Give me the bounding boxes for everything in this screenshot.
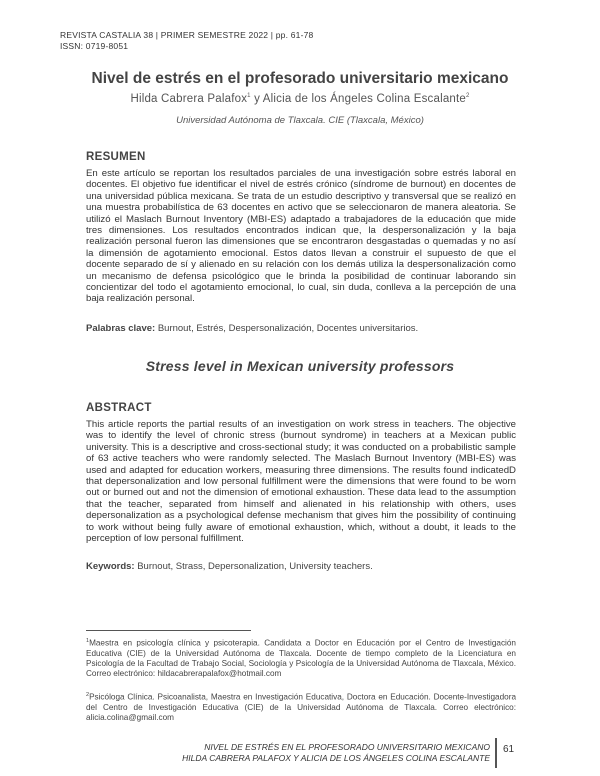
issn: ISSN: 0719-8051 <box>60 41 129 51</box>
journal-info: REVISTA CASTALIA 38 | PRIMER SEMESTRE 2022 | pp. 61-78 <box>60 30 314 40</box>
footnote-2-mark: 2 <box>86 692 90 698</box>
footnote-2-text: Psicóloga Clínica. Psicoanalista, Maestra en Investigación Educativa, Doctora en Educación. Docente-Investigadora del Centro de Investigación Educativa (CIE) de la Universidad Autónoma de Tlaxcala. Correo electrónico: alicia.colina@gmail.com <box>86 692 516 722</box>
affiliation: Universidad Autónoma de Tlaxcala. CIE (Tlaxcala, México) <box>176 115 424 126</box>
author-2-footnote-mark: 2 <box>466 93 470 100</box>
english-title: Stress level in Mexican university professors <box>145 358 455 374</box>
page-number: 61 <box>503 744 515 755</box>
abstract-text: This article reports the partial results of an investigation on work stress in teachers. The objective was to identify the level of chronic stress (burnout syndrome) in teachers at a Mexican public university. This is a descriptive and cross-sectional study; it was conducted on a probabilistic sample of 63 active teachers who were randomly selected. The Maslach Burnout Inventory (MBI-ES) was used and adapted for education workers, measuring three dimensions. The results found indicatedD that depersonalization and low personal fulfillment were the dimensions that were found to be worn out or burned out and not the dimension of emotional exhaustion. These data lead to the assumption that the teacher, separated from himself and alienated in his relationship with others, uses depersonalization as a psychological defense mechanism that gives him the possibility of continuing to work without being fully aware of emotional exhaustion, which, without a doubt, it leads to the perception of low personal fulfillment. <box>86 419 516 545</box>
journal-header <box>60 30 313 52</box>
author-1: Hilda Cabrera Palafox <box>130 93 248 105</box>
footer-title: NIVEL DE ESTRÉS EN EL PROFESORADO UNIVERSITARIO MEXICANO <box>204 742 490 752</box>
footer-divider <box>495 738 497 768</box>
article-title: Nivel de estrés en el profesorado universitario mexicano <box>91 70 509 87</box>
footnote-1 <box>86 636 516 679</box>
footnote-2 <box>86 690 516 723</box>
author-2: Alicia de los Ángeles Colina Escalante <box>262 93 467 105</box>
palabras-clave-text: Burnout, Estrés, Despersonalización, Docentes universitarios. <box>155 323 419 334</box>
footnote-1-mark: 1 <box>86 638 90 644</box>
keywords <box>86 561 373 572</box>
palabras-clave-label: Palabras clave: <box>86 323 156 334</box>
keywords-text: Burnout, Strass, Depersonalization, University teachers. <box>134 561 373 572</box>
footer-authors: HILDA CABRERA PALAFOX Y ALICIA DE LOS ÁNGELES COLINA ESCALANTE <box>182 753 490 763</box>
author-1-footnote-mark: 1 <box>247 93 251 100</box>
running-footer <box>182 742 490 764</box>
resumen-text: En este artículo se reportan los resultados parciales de una investigación sobre estrés laboral en docentes. El objetivo fue identificar el nivel de estrés crónico (síndrome de burnout) en docentes de una universidad pública mexicana. Se trata de un estudio descriptivo y transversal que se realizó en una muestra probabilística de 63 docentes en activo que se seleccionaron de manera aleatoria. Se utilizó el Maslach Burnout Inventory (MBI-ES) adaptado a trabajadores de la educación que mide tres dimensiones. Los resultados encontrados indican que, la despersonalización y la baja realización personal fueron las dimensiones que se encontraron desgastadas o quemadas y no así la dimensión de agotamiento emocional. Estos datos llevan a construir el supuesto de que el docente separado de sí y alienado en su relación con los demás utiliza la despersonalización como un mecanismo de defensa psicológico que le brinda la posibilidad de continuar laborando sin concientizar del todo el agotamiento emocional, lo cual, sin duda, conlleva a la percepción de una baja realización personal. <box>86 168 516 305</box>
authors-line <box>0 93 600 105</box>
footnote-1-text: Maestra en psicología clínica y psicoterapia. Candidata a Doctor en Educación por el Centro de Investigación Educativa (CIE) de la Universidad Autónoma de Tlaxcala. Docente de tiempo completo de la Licenciatura en Psicología de la Facultad de Trabajo Social, Sociología y Psicología de la Universidad Autónoma de Tlaxcala, México. Correo electrónico: hildacabrerapalafox@hotmail.com <box>86 638 516 679</box>
abstract-heading: ABSTRACT <box>86 402 152 414</box>
palabras-clave <box>86 323 418 334</box>
authors-connector: y <box>250 93 263 105</box>
keywords-label: Keywords: <box>86 561 135 572</box>
resumen-heading: RESUMEN <box>86 151 146 163</box>
footnote-divider <box>86 630 251 631</box>
